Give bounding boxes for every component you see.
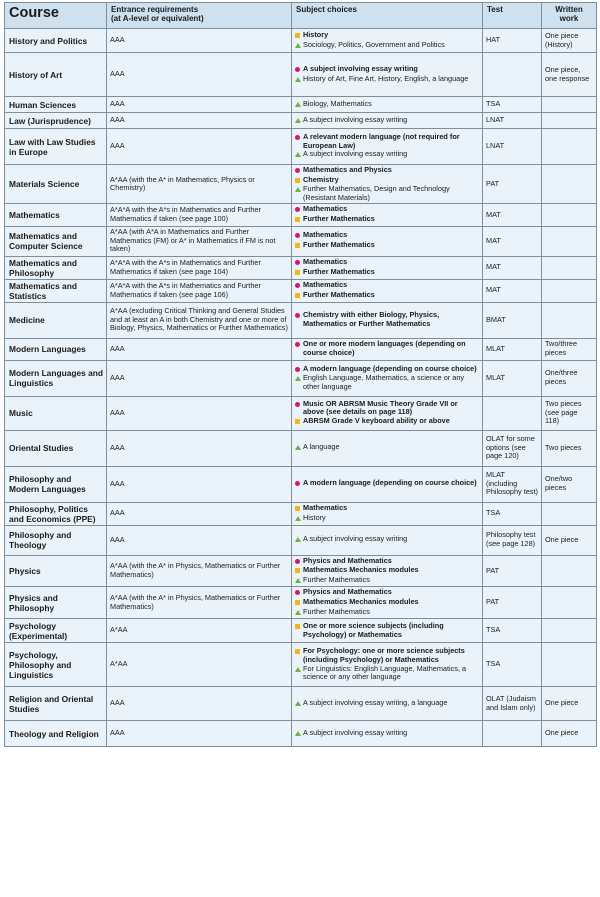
header-entrance-requirements: Entrance requirements (at A-level or equivalent) [107,3,292,29]
subject-choices [292,619,483,643]
entrance-requirements: AAA [107,525,292,555]
helpful-triangle-icon [295,41,303,51]
subject-entry [295,479,479,489]
subject-text: A modern language (depending on course choice) [303,478,477,488]
subject-choices [292,555,483,587]
table-row [5,29,597,53]
helpful-triangle-icon [295,116,303,126]
subject-text: Physics and Mathematics [303,555,392,565]
written-work: One piece, one response [542,53,597,97]
subject-choices [292,165,483,204]
recommended-square-icon [295,241,303,251]
table-row [5,360,597,396]
subject-choices [292,97,483,113]
course-name: Human Sciences [5,97,107,113]
subject-choices [292,466,483,502]
essential-dot-icon [295,231,303,241]
course-name: History of Art [5,53,107,97]
essential-dot-icon [295,281,303,291]
subject-text: A subject involving essay writing, a language [303,697,448,707]
admissions-test: PAT [483,587,542,619]
subject-text: One or more science subjects (including Psychology) or Mathematics [303,621,444,639]
recommended-square-icon [295,291,303,301]
entrance-requirements: A*AA (with A*A in Mathematics and Further Mathematics (FM) or A* in Mathematics if FM is not taken) [107,226,292,256]
subject-text: A subject involving essay writing [303,114,408,124]
subject-entry [295,647,479,664]
table-row [5,525,597,555]
written-work: One piece [542,721,597,747]
course-name: Law (Jurisprudence) [5,113,107,129]
subject-text: A subject involving essay writing [303,63,418,73]
essential-dot-icon [295,311,303,321]
entrance-requirements: AAA [107,53,292,97]
table-row [5,279,597,302]
subject-text: Music OR ABRSM Music Theory Grade VII or above (see details on page 118) [303,398,458,417]
course-name: Psychology, Philosophy and Linguistics [5,643,107,687]
helpful-triangle-icon [295,185,303,195]
written-work [542,302,597,338]
essential-dot-icon [295,133,303,143]
essential-dot-icon [295,400,303,410]
entrance-requirements: AAA [107,338,292,360]
course-name: Mathematics and Computer Science [5,226,107,256]
subject-entry [295,417,479,427]
recommended-square-icon [295,598,303,608]
table-row [5,643,597,687]
course-requirements-table [4,2,597,747]
written-work [542,555,597,587]
subject-text: A subject involving essay writing [303,149,408,159]
entrance-requirements: AAA [107,502,292,525]
course-name: Medicine [5,302,107,338]
essential-dot-icon [295,205,303,215]
subject-choices [292,338,483,360]
subject-text: A subject involving essay writing [303,727,408,737]
admissions-test: MAT [483,204,542,226]
subject-choices [292,256,483,279]
subject-entry [295,291,479,301]
subject-entry [295,374,479,391]
course-name: Mathematics and Statistics [5,279,107,302]
admissions-test: PAT [483,555,542,587]
recommended-square-icon [295,622,303,632]
helpful-triangle-icon [295,699,303,709]
admissions-test: PAT [483,165,542,204]
table-row [5,113,597,129]
course-name: Physics [5,555,107,587]
subject-choices [292,502,483,525]
subject-entry [295,100,479,110]
subject-text: Chemistry with either Biology, Physics, Mathematics or Further Mathematics [303,310,440,329]
written-work [542,129,597,165]
entrance-requirements: A*A*A with the A*s in Mathematics and Further Mathematics if taken (see page 106) [107,279,292,302]
subject-text: English Language, Mathematics, a science or any other language [303,373,465,391]
subject-entry [295,729,479,739]
helpful-triangle-icon [295,729,303,739]
entrance-requirements: AAA [107,29,292,53]
helpful-triangle-icon [295,443,303,453]
subject-entry [295,185,479,202]
written-work [542,256,597,279]
written-work: One piece (History) [542,29,597,53]
table-row [5,687,597,721]
written-work: One/two pieces [542,466,597,502]
entrance-requirements: AAA [107,396,292,430]
entrance-requirements: AAA [107,97,292,113]
course-name: Mathematics [5,204,107,226]
subject-choices [292,129,483,165]
recommended-square-icon [295,176,303,186]
written-work [542,502,597,525]
table-row [5,619,597,643]
subject-text: Further Mathematics [303,266,375,276]
essential-dot-icon [295,65,303,75]
subject-choices [292,721,483,747]
recommended-square-icon [295,215,303,225]
subject-choices [292,643,483,687]
course-name: Materials Science [5,165,107,204]
table-row [5,338,597,360]
entrance-requirements: A*AA (with the A* in Mathematics, Physics or Chemistry) [107,165,292,204]
recommended-square-icon [295,417,303,427]
subject-text: Mathematics and Physics [303,165,392,174]
subject-choices [292,279,483,302]
essential-dot-icon [295,258,303,268]
subject-entry [295,535,479,545]
written-work [542,97,597,113]
table-row [5,502,597,525]
essential-dot-icon [295,166,303,176]
admissions-table-container [4,2,596,747]
admissions-test: TSA [483,97,542,113]
subject-choices [292,525,483,555]
header-subject-choices: Subject choices [292,3,483,29]
written-work [542,113,597,129]
course-name: Modern Languages [5,338,107,360]
helpful-triangle-icon [295,75,303,85]
course-name: Religion and Oriental Studies [5,687,107,721]
written-work [542,643,597,687]
admissions-test: MLAT (including Philosophy test) [483,466,542,502]
admissions-test: LNAT [483,129,542,165]
subject-choices [292,360,483,396]
entrance-requirements: AAA [107,687,292,721]
subject-text: A subject involving essay writing [303,534,408,544]
entrance-requirements: A*AA [107,619,292,643]
subject-entry [295,622,479,639]
table-row [5,555,597,587]
subject-text: A relevant modern language (not required for European Law) [303,132,460,150]
written-work: Two pieces (see page 118) [542,396,597,430]
entrance-requirements: AAA [107,430,292,466]
table-row [5,430,597,466]
essential-dot-icon [295,588,303,598]
subject-text: For Linguistics: English Language, Mathematics, a science or any other language [303,663,467,682]
subject-text: Sociology, Politics, Government and Politics [303,39,445,49]
entrance-requirements: AAA [107,113,292,129]
subject-text: History of Art, Fine Art, History, English, a language [303,73,469,83]
helpful-triangle-icon [295,100,303,110]
course-name: Philosophy, Politics and Economics (PPE) [5,502,107,525]
subject-entry [295,75,479,85]
subject-choices [292,587,483,619]
subject-text: Mathematics [303,230,348,240]
subject-choices [292,113,483,129]
subject-text: For Psychology: one or more science subjects (including Psychology) or Mathematics [303,646,465,665]
subject-choices [292,302,483,338]
subject-text: History [303,29,329,39]
subject-entry [295,665,479,682]
subject-entry [295,133,479,150]
admissions-test: Philosophy test (see page 128) [483,525,542,555]
subject-text: Biology, Mathematics [303,98,372,108]
essential-dot-icon [295,365,303,375]
written-work [542,204,597,226]
course-name: History and Politics [5,29,107,53]
helpful-triangle-icon [295,665,303,675]
subject-text: A modern language (depending on course choice) [303,363,477,373]
subject-text: Mathematics Mechanics modules [303,565,419,575]
recommended-square-icon [295,566,303,576]
helpful-triangle-icon [295,514,303,524]
subject-text: Mathematics [303,502,348,512]
admissions-test [483,721,542,747]
recommended-square-icon [295,504,303,514]
subject-text: ABRSM Grade V keyboard ability or above [303,415,450,425]
entrance-requirements: A*A*A with the A*s in Mathematics and Further Mathematics if taken (see page 100) [107,204,292,226]
subject-entry [295,268,479,278]
helpful-triangle-icon [295,535,303,545]
entrance-requirements: A*AA [107,643,292,687]
subject-choices [292,430,483,466]
admissions-test: TSA [483,643,542,687]
written-work [542,226,597,256]
recommended-square-icon [295,647,303,657]
admissions-test: HAT [483,29,542,53]
subject-text: Chemistry [303,174,339,184]
written-work: Two pieces [542,430,597,466]
subject-choices [292,226,483,256]
written-work: Two/three pieces [542,338,597,360]
admissions-test: MAT [483,279,542,302]
course-name: Modern Languages and Linguistics [5,360,107,396]
admissions-test: MLAT [483,338,542,360]
table-row [5,204,597,226]
course-name: Philosophy and Theology [5,525,107,555]
recommended-square-icon [295,268,303,278]
course-name: Philosophy and Modern Languages [5,466,107,502]
course-name: Psychology (Experimental) [5,619,107,643]
helpful-triangle-icon [295,374,303,384]
header-written-work: Written work [542,3,597,29]
subject-text: Further Mathematics [303,606,370,616]
admissions-test: OLAT for some options (see page 120) [483,430,542,466]
subject-text: Further Mathematics [303,213,375,223]
table-row [5,302,597,338]
subject-text: History [303,512,326,522]
subject-entry [295,400,479,417]
table-row [5,97,597,113]
subject-entry [295,311,479,328]
subject-choices [292,204,483,226]
subject-entry [295,215,479,225]
subject-text: Mathematics Mechanics modules [303,596,419,606]
admissions-test: TSA [483,619,542,643]
admissions-test: BMAT [483,302,542,338]
admissions-test: LNAT [483,113,542,129]
table-row [5,721,597,747]
essential-dot-icon [295,340,303,350]
written-work [542,165,597,204]
subject-entry [295,514,479,524]
admissions-test: OLAT (Judaism and Islam only) [483,687,542,721]
admissions-test: MLAT [483,360,542,396]
entrance-requirements: AAA [107,360,292,396]
subject-entry [295,41,479,51]
written-work: One/three pieces [542,360,597,396]
course-name: Law with Law Studies in Europe [5,129,107,165]
header-course: Course [5,3,107,29]
helpful-triangle-icon [295,576,303,586]
entrance-requirements: A*AA (with the A* in Physics, Mathematics or Further Mathematics) [107,555,292,587]
admissions-test [483,396,542,430]
subject-entry [295,699,479,709]
subject-choices [292,53,483,97]
subject-entry [295,576,479,586]
course-name: Physics and Philosophy [5,587,107,619]
helpful-triangle-icon [295,150,303,160]
subject-entry [295,340,479,357]
admissions-test: MAT [483,226,542,256]
entrance-requirements: AAA [107,466,292,502]
admissions-test: MAT [483,256,542,279]
table-row [5,396,597,430]
subject-text: One or more modern languages (depending on course choice) [303,339,466,358]
table-row [5,256,597,279]
subject-choices [292,687,483,721]
course-name: Music [5,396,107,430]
written-work [542,279,597,302]
helpful-triangle-icon [295,608,303,618]
header-row [5,3,597,29]
course-name: Oriental Studies [5,430,107,466]
course-name: Mathematics and Philosophy [5,256,107,279]
subject-text: Further Mathematics [303,289,375,299]
subject-text: Mathematics [303,204,348,214]
entrance-requirements: A*AA (with the A* in Physics, Mathematics or Further Mathematics) [107,587,292,619]
table-row [5,226,597,256]
table-row [5,165,597,204]
subject-text: Further Mathematics [303,574,370,584]
written-work: One piece [542,525,597,555]
table-row [5,129,597,165]
subject-entry [295,443,479,453]
written-work: One piece [542,687,597,721]
course-name: Theology and Religion [5,721,107,747]
subject-entry [295,116,479,126]
table-row [5,587,597,619]
admissions-test [483,53,542,97]
table-row [5,466,597,502]
subject-choices [292,29,483,53]
header-test: Test [483,3,542,29]
entrance-requirements: A*AA (excluding Critical Thinking and General Studies and at least an A in both Chemistry and one or more of Biology, Physics, Mathematics or Further Mathematics) [107,302,292,338]
subject-text: Further Mathematics, Design and Technology (Resistant Materials) [303,184,450,202]
entrance-requirements: A*A*A with the A*s in Mathematics and Further Mathematics if taken (see page 104) [107,256,292,279]
admissions-test: TSA [483,502,542,525]
subject-text: A language [303,442,340,452]
essential-dot-icon [295,557,303,567]
written-work [542,619,597,643]
subject-text: Mathematics [303,256,348,266]
subject-text: Mathematics [303,279,348,289]
essential-dot-icon [295,479,303,489]
entrance-requirements: AAA [107,721,292,747]
entrance-requirements: AAA [107,129,292,165]
subject-text: Physics and Mathematics [303,587,392,597]
table-row [5,53,597,97]
subject-entry [295,150,479,160]
recommended-square-icon [295,31,303,41]
subject-entry [295,241,479,251]
subject-choices [292,396,483,430]
subject-text: Further Mathematics [303,240,375,250]
written-work [542,587,597,619]
subject-entry [295,608,479,618]
